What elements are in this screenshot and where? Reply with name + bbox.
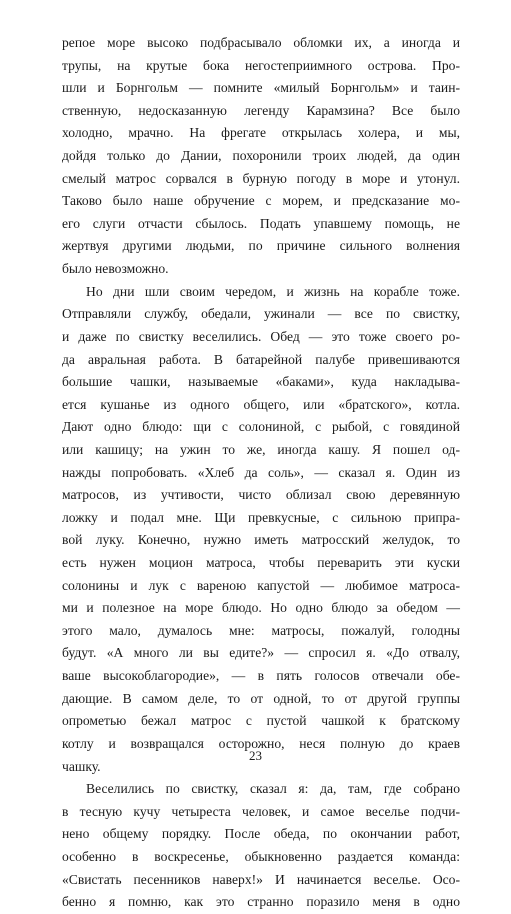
text-line: котлу и возвращался осторожно, неся полную до краев [62,735,460,751]
text-line: особенно в воскресенье, обыкновенно раздается команда: [62,848,460,864]
text-line: бенно я помню, как это странно поразило меня в одно [62,894,460,910]
text-line: дойдя только до Дании, похоронили троих людей, да один [62,148,460,164]
text-line: жертвуя другими людьми, по причине сильного волнения [62,238,460,254]
text-line: вой луку. Конечно, нужно иметь матросский желудок, то [62,532,460,548]
text-line: есть нужен моцион матроса, чтобы переварить эти куски [62,555,460,571]
text-line: «Свистать песенников наверх!» И начинается веселье. Осо- [62,871,460,887]
text-line: смелый матрос сорвался в бурную погоду в море и утонул. [62,170,460,186]
text-line: репое море высоко подбрасывало обломки их, а иногда и [62,35,460,50]
text-line: чашку. [62,758,101,774]
text-line: нено общему порядку. После обеда, по окончании работ, [62,826,460,842]
text-line: его слуги отчасти сбылось. Подать упавшему помощь, не [62,215,460,231]
text-line: Дают одно блюдо: щи с солониной, с рыбой, с говядиной [62,419,460,435]
text-line: холодно, мрачно. На фрегате открылась холера, и мы, [62,125,460,141]
text-line: ми и полезное на море блюдо. Но одно блюдо за обедом — [62,600,460,616]
text-line: ственную, недосказанную легенду Карамзина? Все было [62,102,460,118]
text-line: в тесную кучу четыреста человек, и самое веселье подчи- [62,803,460,819]
text-line: ложку и подал мне. Щи превкусные, с сильною припра- [62,509,460,525]
text-line: Веселились по свистку, сказал я: да, там, где собрано [86,781,460,797]
text-line: матросов, из учтивости, чисто облизал свою деревянную [62,487,460,503]
text-line: Отправляли службу, обедали, ужинали — все по свистку, [62,306,460,322]
body-text [62,32,460,914]
text-line: опрометью бежал матрос с пустой чашкой к братскому [62,713,460,729]
text-line: и даже по свистку веселились. Обед — это тоже своего ро- [62,328,460,344]
text-line: дающие. В самом деле, то от одной, то от другой группы [62,690,460,706]
page-number: 23 [249,748,262,763]
text-line: Но дни шли своим чередом, и жизнь на корабле тоже. [86,283,460,299]
text-line: большие чашки, называемые «баками», куда накладыва- [62,374,460,390]
text-line: нажды попробовать. «Хлеб да соль», — сказал я. Один из [62,464,460,480]
text-line: Таково было наше обручение с морем, и предсказание мо- [62,193,460,209]
text-line: трупы, на крутые бока негостеприимного острова. Про- [62,57,460,73]
text-line: шли и Борнгольм — помните «милый Борнгольм» и таин- [62,80,460,96]
text-line: будут. «А много ли вы едите?» — спросил я. «До отвалу, [62,645,460,661]
text-line: да авральная работа. В батарейной палубе привешиваются [62,351,460,367]
text-line: солонины и лук с вареною капустой — любимое матроса- [62,577,460,593]
text-line: или кашицу; на ужин то же, иногда кашу. Я пошел од- [62,441,460,457]
text-line: было невозможно. [62,261,169,277]
text-line: ется кушанье из одного общего, или «братского», котла. [62,396,460,412]
text-line: ваше высокоблагородие», — в пять голосов отвечали обе- [62,668,460,684]
text-line: этого мало, думалось мне: матросы, пожалуй, голодны [62,622,460,638]
